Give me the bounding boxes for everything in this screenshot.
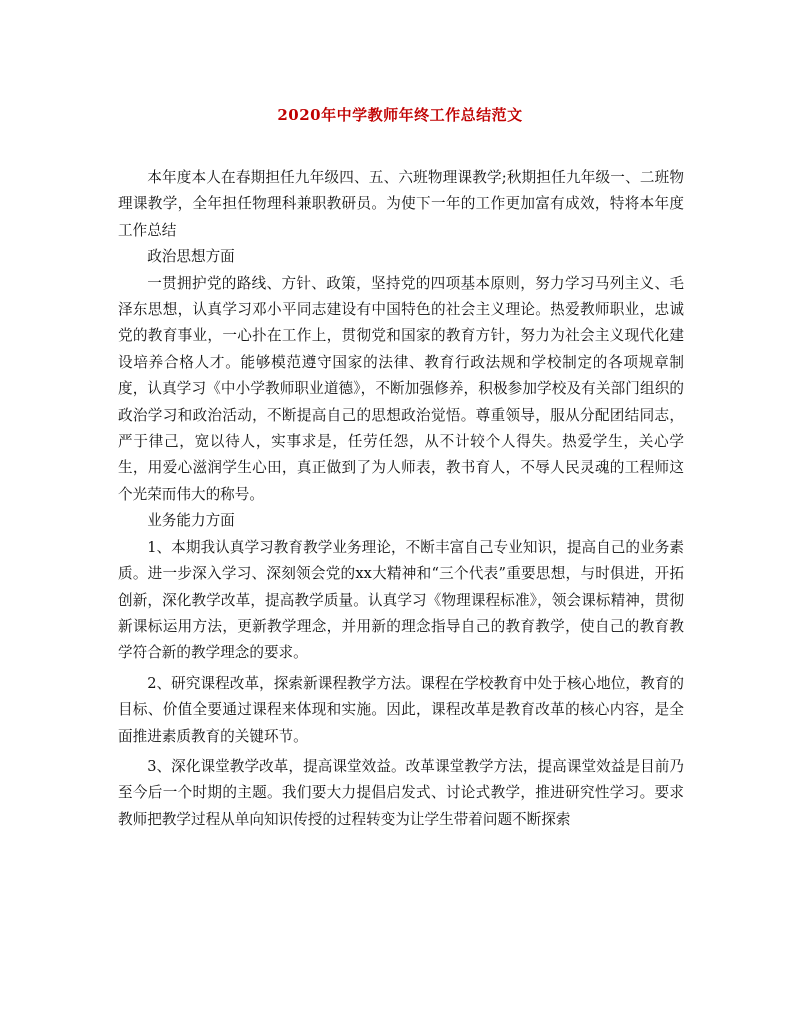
ability-item-3: 3、深化课堂教学改革，提高课堂效益。改革课堂教学方法，提高课堂效益是目前乃至今后一个时期的主题。我们要大力提倡启发式、讨论式教学，推进研究性学习。要求教师把教学过程从单向知识传授的过程转变为让学生带着问题不断探索 [118,757,684,828]
section-heading-ability: 业务能力方面 [147,512,235,530]
section-heading-politics: 政治思想方面 [147,248,235,266]
intro-paragraph: 本年度本人在春期担任九年级四、五、六班物理课教学;秋期担任九年级一、二班物理课教学，全年担任物理科兼职教研员。为使下一年的工作更加富有成效，特将本年度工作总结 [118,169,684,239]
ability-item-2: 2、研究课程改革，探索新课程教学方法。课程在学校教育中处于核心地位，教育的目标、价值全要通过课程来体现和实施。因此，课程改革是教育改革的核心内容，是全面推进素质教育的关键环节。 [118,674,684,745]
document-body [118,165,684,833]
document-title: 2020年中学教师年终工作总结范文 [277,106,523,124]
ability-item-1: 1、本期我认真学习教育教学业务理论，不断丰富自己专业知识，提高自己的业务素质。进一步深入学习、深刻领会党的xx大精神和“三个代表”重要思想，与时俱进，开拓创新，深化教学改革，提高教学质量。认真学习《物理课程标准》，领会课标精神，贯彻新课标运用方法，更新教学理念，并用新的理念指导自己的教育教学，使自己的教育教学符合新的教学理念的要求。 [118,538,684,662]
politics-paragraph: 一贯拥护党的路线、方针、政策，坚持党的四项基本原则，努力学习马列主义、毛泽东思想，认真学习邓小平同志建设有中国特色的社会主义理论。热爱教师职业，忠诚党的教育事业，一心扑在工作上，贯彻党和国家的教育方针，努力为社会主义现代化建设培养合格人才。能够模范遵守国家的法律、教育行政法规和学校制定的各项规章制度，认真学习《中小学教师职业道德》，不断加强修养，积极参加学校及有关部门组织的政治学习和政治活动，不断提高自己的思想政治觉悟。尊重领导，服从分配团结同志，严于律己，宽以待人，实事求是，任劳任怨，从不计较个人得失。热爱学生，关心学生，用爱心滋润学生心田，真正做到了为人师表，教书育人，不辱人民灵魂的工程师这个光荣而伟大的称号。 [118,274,684,503]
